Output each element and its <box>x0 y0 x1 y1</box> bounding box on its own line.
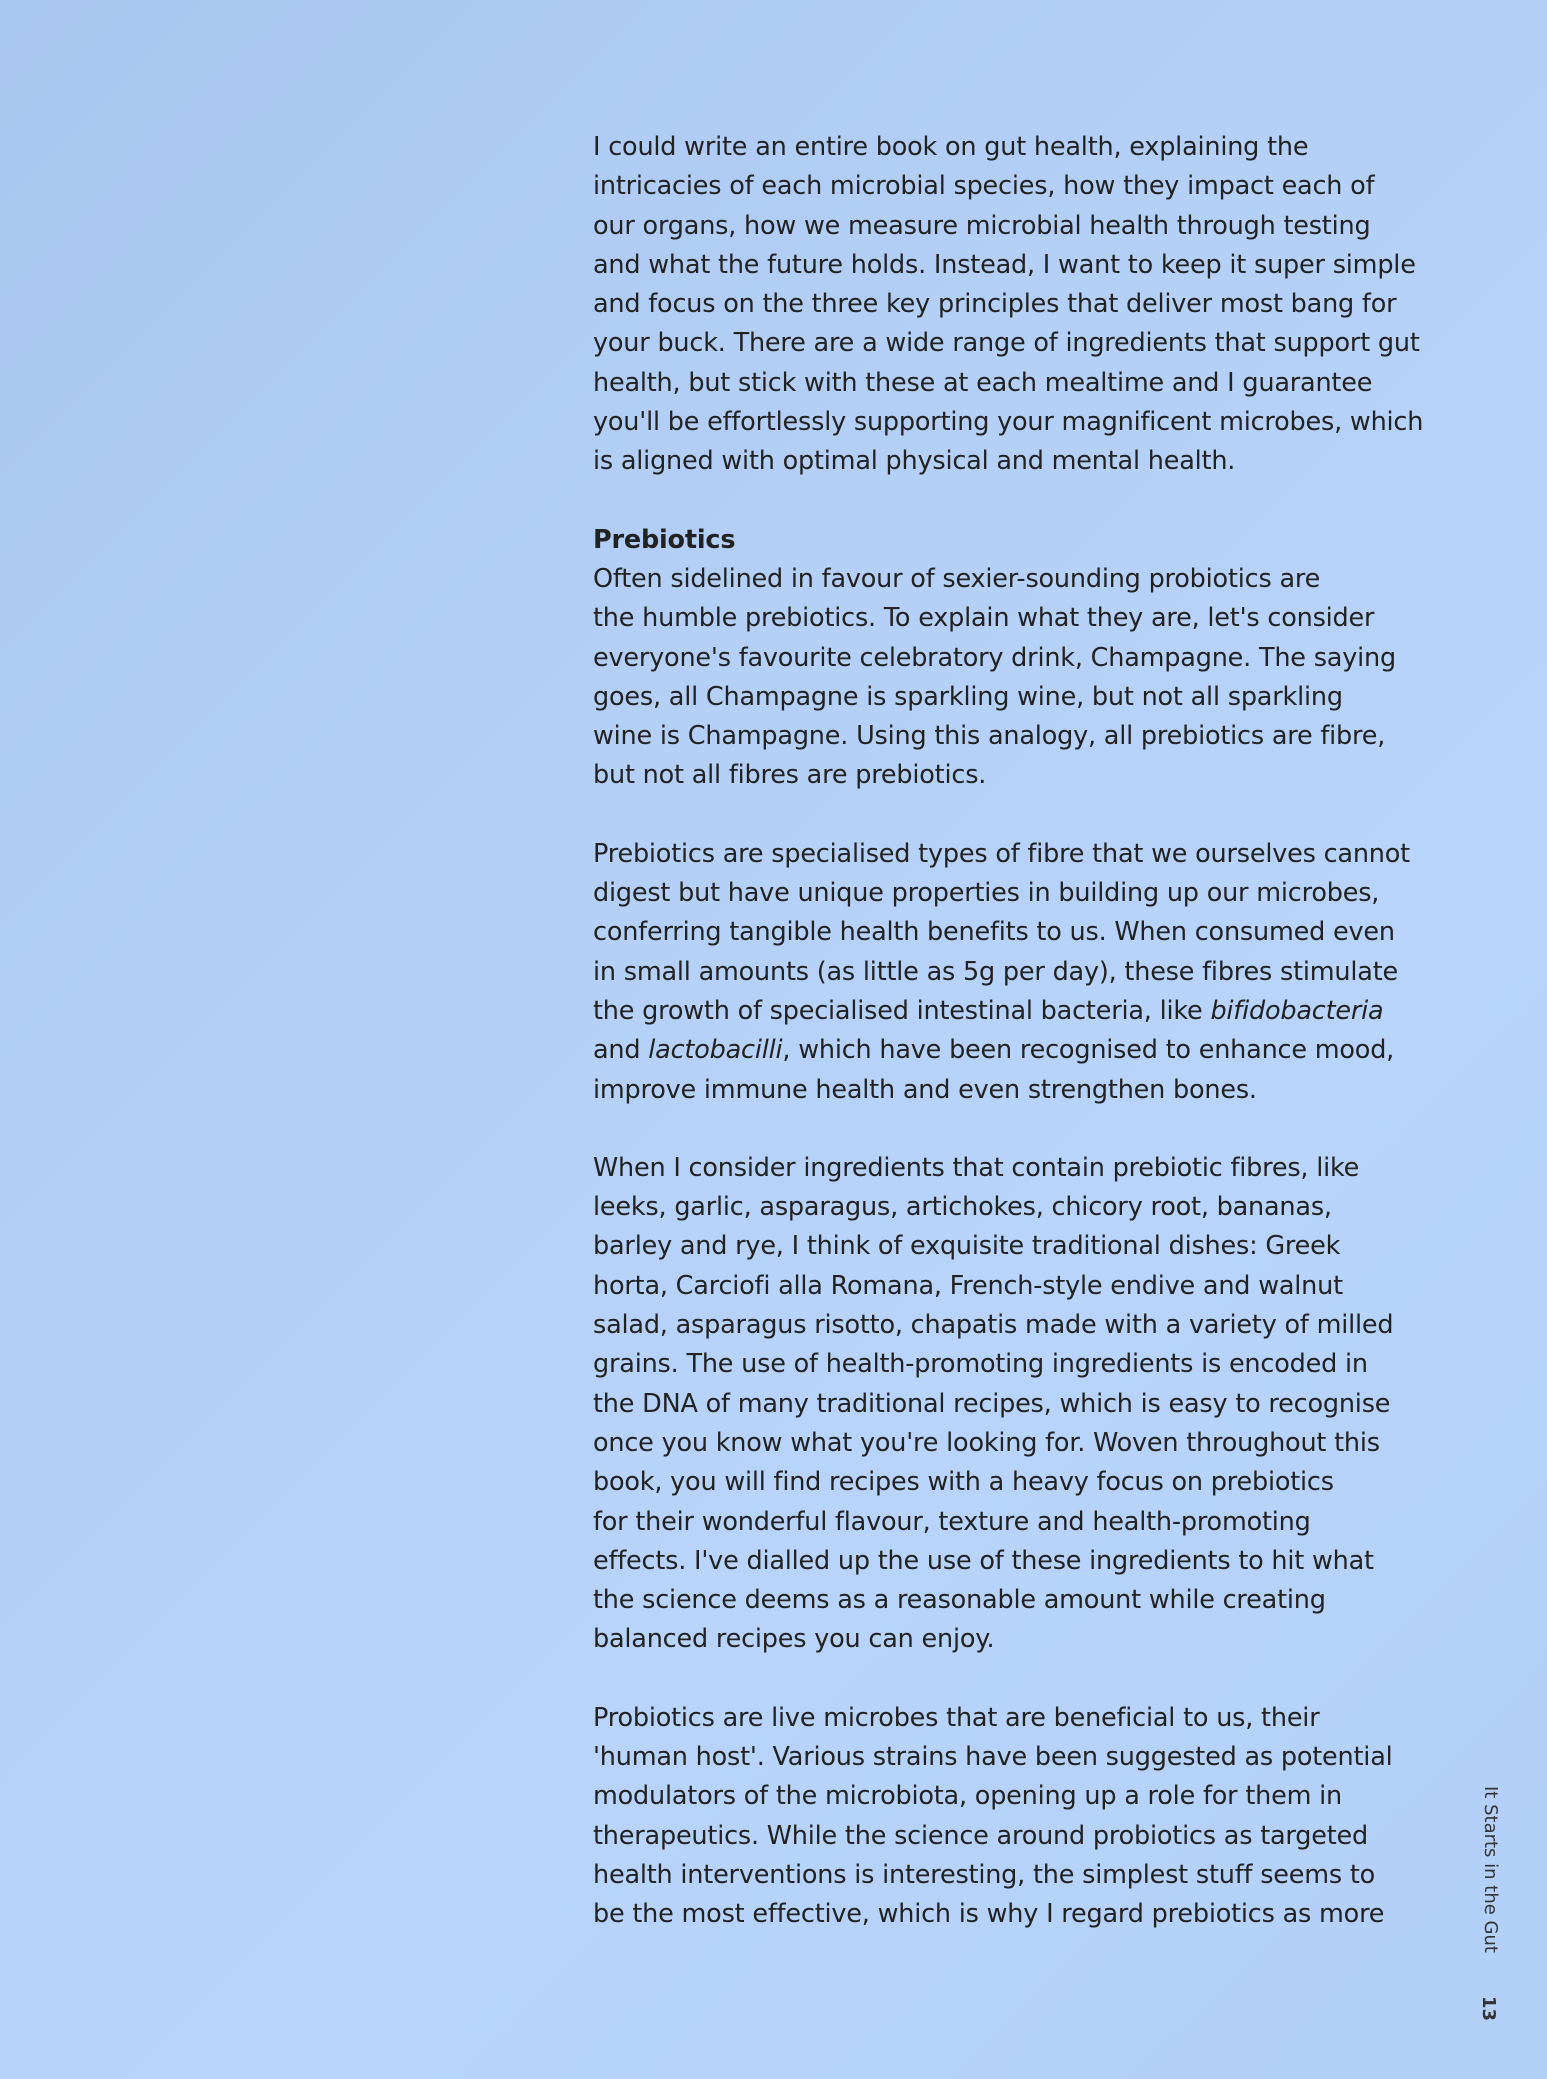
line-text: the growth of specialised intestinal bacteria, like <box>593 995 1211 1026</box>
intro-line: your buck. There are a wide range of ingredients that support gut <box>593 328 1420 359</box>
paragraph-line: modulators of the microbiota, opening up a role for them in <box>593 1781 1342 1812</box>
probiotics-paragraph <box>593 1699 1413 1935</box>
paragraph-line: salad, asparagus risotto, chapatis made with a variety of milled <box>593 1310 1394 1341</box>
paragraph-line: conferring tangible health benefits to us. When consumed even <box>593 917 1395 948</box>
italic-term-bifidobacteria: bifidobacteria <box>1210 995 1384 1026</box>
paragraph-line: but not all fibres are prebiotics. <box>593 760 987 791</box>
page-number: 13 <box>1478 1996 1499 2022</box>
paragraph-line: barley and rye, I think of exquisite traditional dishes: Greek <box>593 1231 1341 1262</box>
paragraph-line: book, you will find recipes with a heavy focus on prebiotics <box>593 1467 1334 1498</box>
prebiotics-paragraph-2 <box>593 835 1413 1110</box>
paragraph-line: improve immune health and even strengthen bones. <box>593 1074 1257 1105</box>
intro-paragraph <box>593 128 1424 482</box>
prebiotics-heading: Prebiotics <box>593 524 736 555</box>
intro-line: I could write an entire book on gut health, explaining the <box>593 132 1309 162</box>
paragraph-spacer <box>593 796 1413 835</box>
intro-line: our organs, how we measure microbial health through testing <box>593 210 1371 241</box>
paragraph-line: wine is Champagne. Using this analogy, all prebiotics are fibre, <box>593 721 1386 752</box>
paragraph-line: the DNA of many traditional recipes, which is easy to recognise <box>593 1388 1391 1419</box>
paragraph-line: Probiotics are live microbes that are beneficial to us, their <box>593 1702 1320 1733</box>
intro-line: health, but stick with these at each mealtime and I guarantee <box>593 367 1373 398</box>
paragraph-line: health interventions is interesting, the simplest stuff seems to <box>593 1859 1376 1890</box>
intro-line: is aligned with optimal physical and mental health. <box>593 446 1236 477</box>
intro-line: and what the future holds. Instead, I want to keep it super simple <box>593 249 1416 280</box>
paragraph-line: the humble prebiotics. To explain what they are, let's consider <box>593 603 1375 634</box>
paragraph-line: for their wonderful flavour, texture and health-promoting <box>593 1506 1311 1537</box>
paragraph-line: goes, all Champagne is sparkling wine, but not all sparkling <box>593 681 1343 712</box>
paragraph-line: digest but have unique properties in building up our microbes, <box>593 878 1380 909</box>
intro-line: intricacies of each microbial species, how they impact each of <box>593 171 1375 202</box>
paragraph-line: be the most effective, which is why I regard prebiotics as more <box>593 1899 1385 1930</box>
paragraph-line: balanced recipes you can enjoy. <box>593 1624 995 1655</box>
line-text: , which have been recognised to enhance mood, <box>782 1035 1395 1066</box>
paragraph-spacer <box>593 1110 1413 1149</box>
paragraph-line: Prebiotics are specialised types of fibre that we ourselves cannot <box>593 838 1410 869</box>
prebiotics-paragraph-1 <box>593 560 1413 796</box>
italic-term-lactobacilli: lactobacilli <box>648 1035 783 1066</box>
paragraph-line: effects. I've dialled up the use of these ingredients to hit what <box>593 1545 1374 1576</box>
line-text: and <box>593 1035 649 1066</box>
running-section-title: It Starts in the Gut <box>1480 1786 1501 1953</box>
prebiotics-paragraph-3 <box>593 1149 1413 1660</box>
paragraph-line: the science deems as a reasonable amount while creating <box>593 1585 1326 1616</box>
intro-line: and focus on the three key principles that deliver most bang for <box>593 289 1397 320</box>
paragraph-line: horta, Carciofi alla Romana, French-style endive and walnut <box>593 1270 1343 1301</box>
paragraph-line: grains. The use of health-promoting ingredients is encoded in <box>593 1349 1368 1380</box>
paragraph-spacer <box>593 1660 1413 1699</box>
paragraph-line: leeks, garlic, asparagus, artichokes, chicory root, bananas, <box>593 1192 1332 1223</box>
paragraph-line: once you know what you're looking for. Woven throughout this <box>593 1427 1380 1458</box>
paragraph-spacer <box>593 482 1413 521</box>
paragraph-line: 'human host'. Various strains have been suggested as potential <box>593 1741 1393 1772</box>
body-text-column <box>593 128 1424 1934</box>
paragraph-line: Often sidelined in favour of sexier-sounding probiotics are <box>593 563 1321 594</box>
intro-line: you'll be effortlessly supporting your magnificent microbes, which <box>593 407 1424 438</box>
paragraph-line: When I consider ingredients that contain prebiotic fibres, like <box>593 1152 1360 1183</box>
paragraph-line: everyone's favourite celebratory drink, Champagne. The saying <box>593 642 1396 673</box>
paragraph-line: in small amounts (as little as 5g per day), these fibres stimulate <box>593 956 1398 987</box>
paragraph-line <box>593 1031 1413 1070</box>
paragraph-line <box>593 992 1413 1031</box>
paragraph-line: therapeutics. While the science around probiotics as targeted <box>593 1820 1369 1851</box>
